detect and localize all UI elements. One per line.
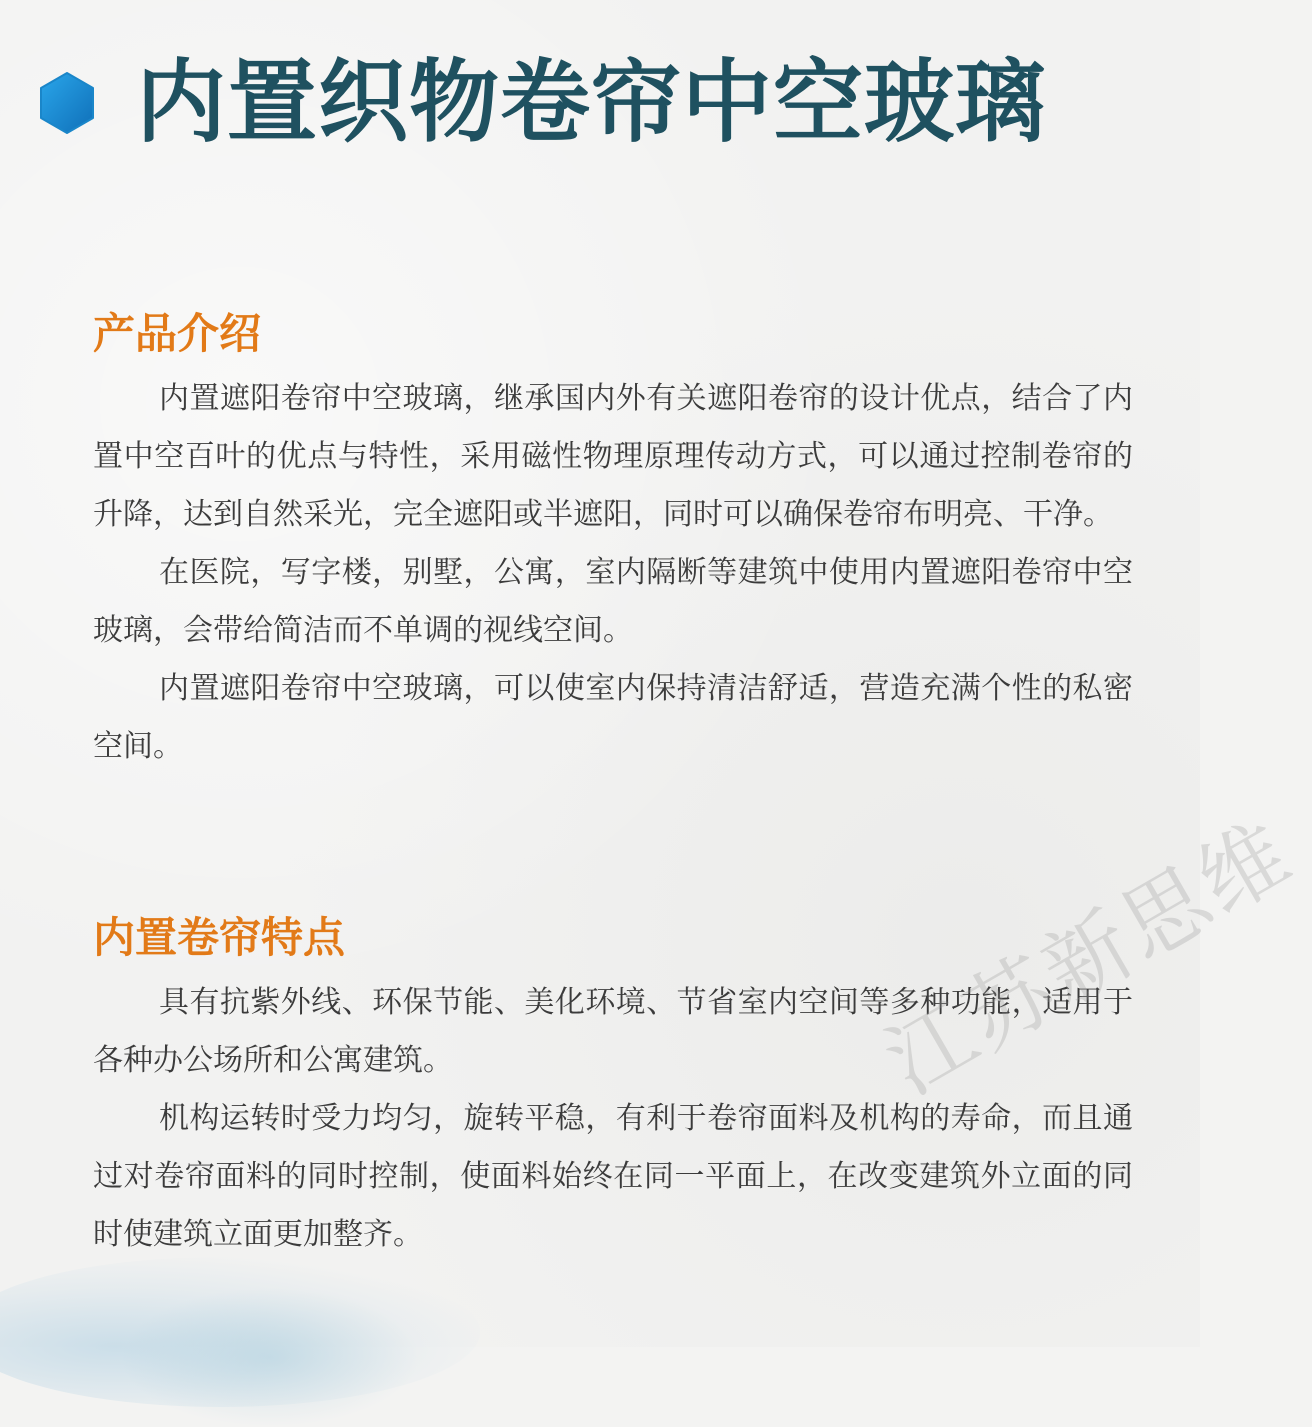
watermark: 江苏新思维 xyxy=(870,802,1310,1114)
features-paragraph: 机构运转时受力均匀，旋转平稳，有利于卷帘面料及机构的寿命，而且通过对卷帘面料的同时控制，使面料始终在同一平面上，在改变建筑外立面的同时使建筑立面更加整齐。 xyxy=(93,1101,1133,1252)
intro-paragraph: 内置遮阳卷帘中空玻璃，可以使室内保持清洁舒适，营造充满个性的私密空间。 xyxy=(93,671,1133,764)
hexagon-icon xyxy=(38,71,96,135)
decorative-wash-secondary xyxy=(120,1287,420,1427)
features-paragraph: 具有抗紫外线、环保节能、美化环境、节省室内空间等多种功能，适用于各种办公场所和公寓建筑。 xyxy=(93,985,1133,1078)
features-heading: 内置卷帘特点 xyxy=(93,913,346,962)
page-header xyxy=(38,48,1046,158)
page-title: 内置织物卷帘中空玻璃 xyxy=(136,50,1046,155)
intro-paragraph: 在医院，写字楼，别墅，公寓，室内隔断等建筑中使用内置遮阳卷帘中空玻璃，会带给简洁而不单调的视线空间。 xyxy=(93,555,1133,648)
intro-section xyxy=(93,308,1133,776)
intro-paragraph: 内置遮阳卷帘中空玻璃，继承国内外有关遮阳卷帘的设计优点，结合了内置中空百叶的优点与特性，采用磁性物理原理传动方式，可以通过控制卷帘的升降，达到自然采光，完全遮阳或半遮阳，同时可以确保卷帘布明亮、干净。 xyxy=(93,381,1133,532)
intro-heading: 产品介绍 xyxy=(93,309,262,358)
